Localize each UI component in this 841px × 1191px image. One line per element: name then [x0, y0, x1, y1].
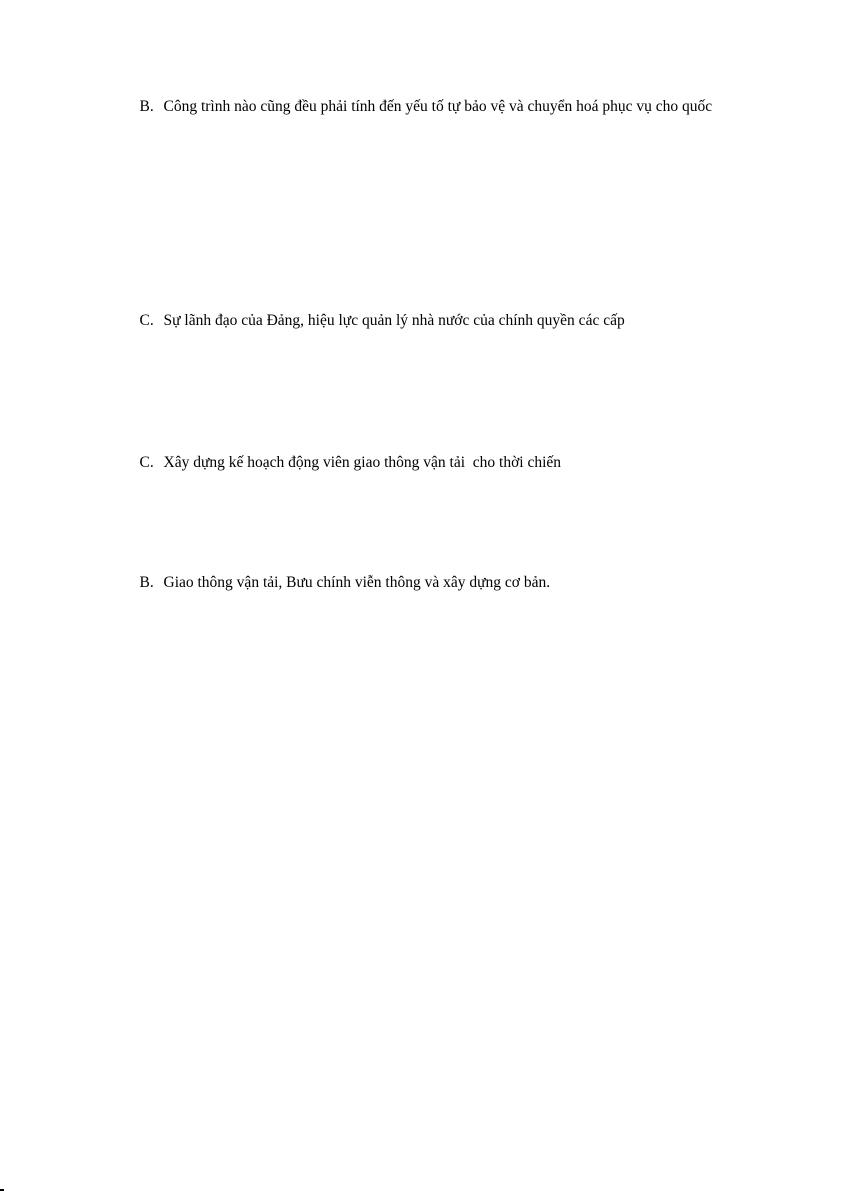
answer-text: Xây dựng kế hoạch động viên giao thông vận tải cho thời chiến: [163, 454, 562, 471]
answer-option-1: [124, 80, 712, 134]
answer-option-2: [124, 294, 625, 348]
answer-letter: C.: [139, 312, 154, 329]
answer-letter: C.: [139, 454, 154, 471]
answer-letter: B.: [139, 574, 154, 591]
answer-text: Công trình nào cũng đều phải tính đến yếu tố tự bảo vệ và chuyển hoá phục vụ cho quốc: [163, 98, 713, 115]
answer-letter: B.: [139, 98, 154, 115]
answer-option-3: [124, 436, 561, 490]
answer-text: Giao thông vận tải, Bưu chính viễn thông và xây dựng cơ bản.: [163, 574, 551, 591]
answer-text: Sự lãnh đạo của Đảng, hiệu lực quản lý nhà nước của chính quyền các cấp: [163, 312, 625, 329]
answer-option-4: [124, 556, 550, 610]
